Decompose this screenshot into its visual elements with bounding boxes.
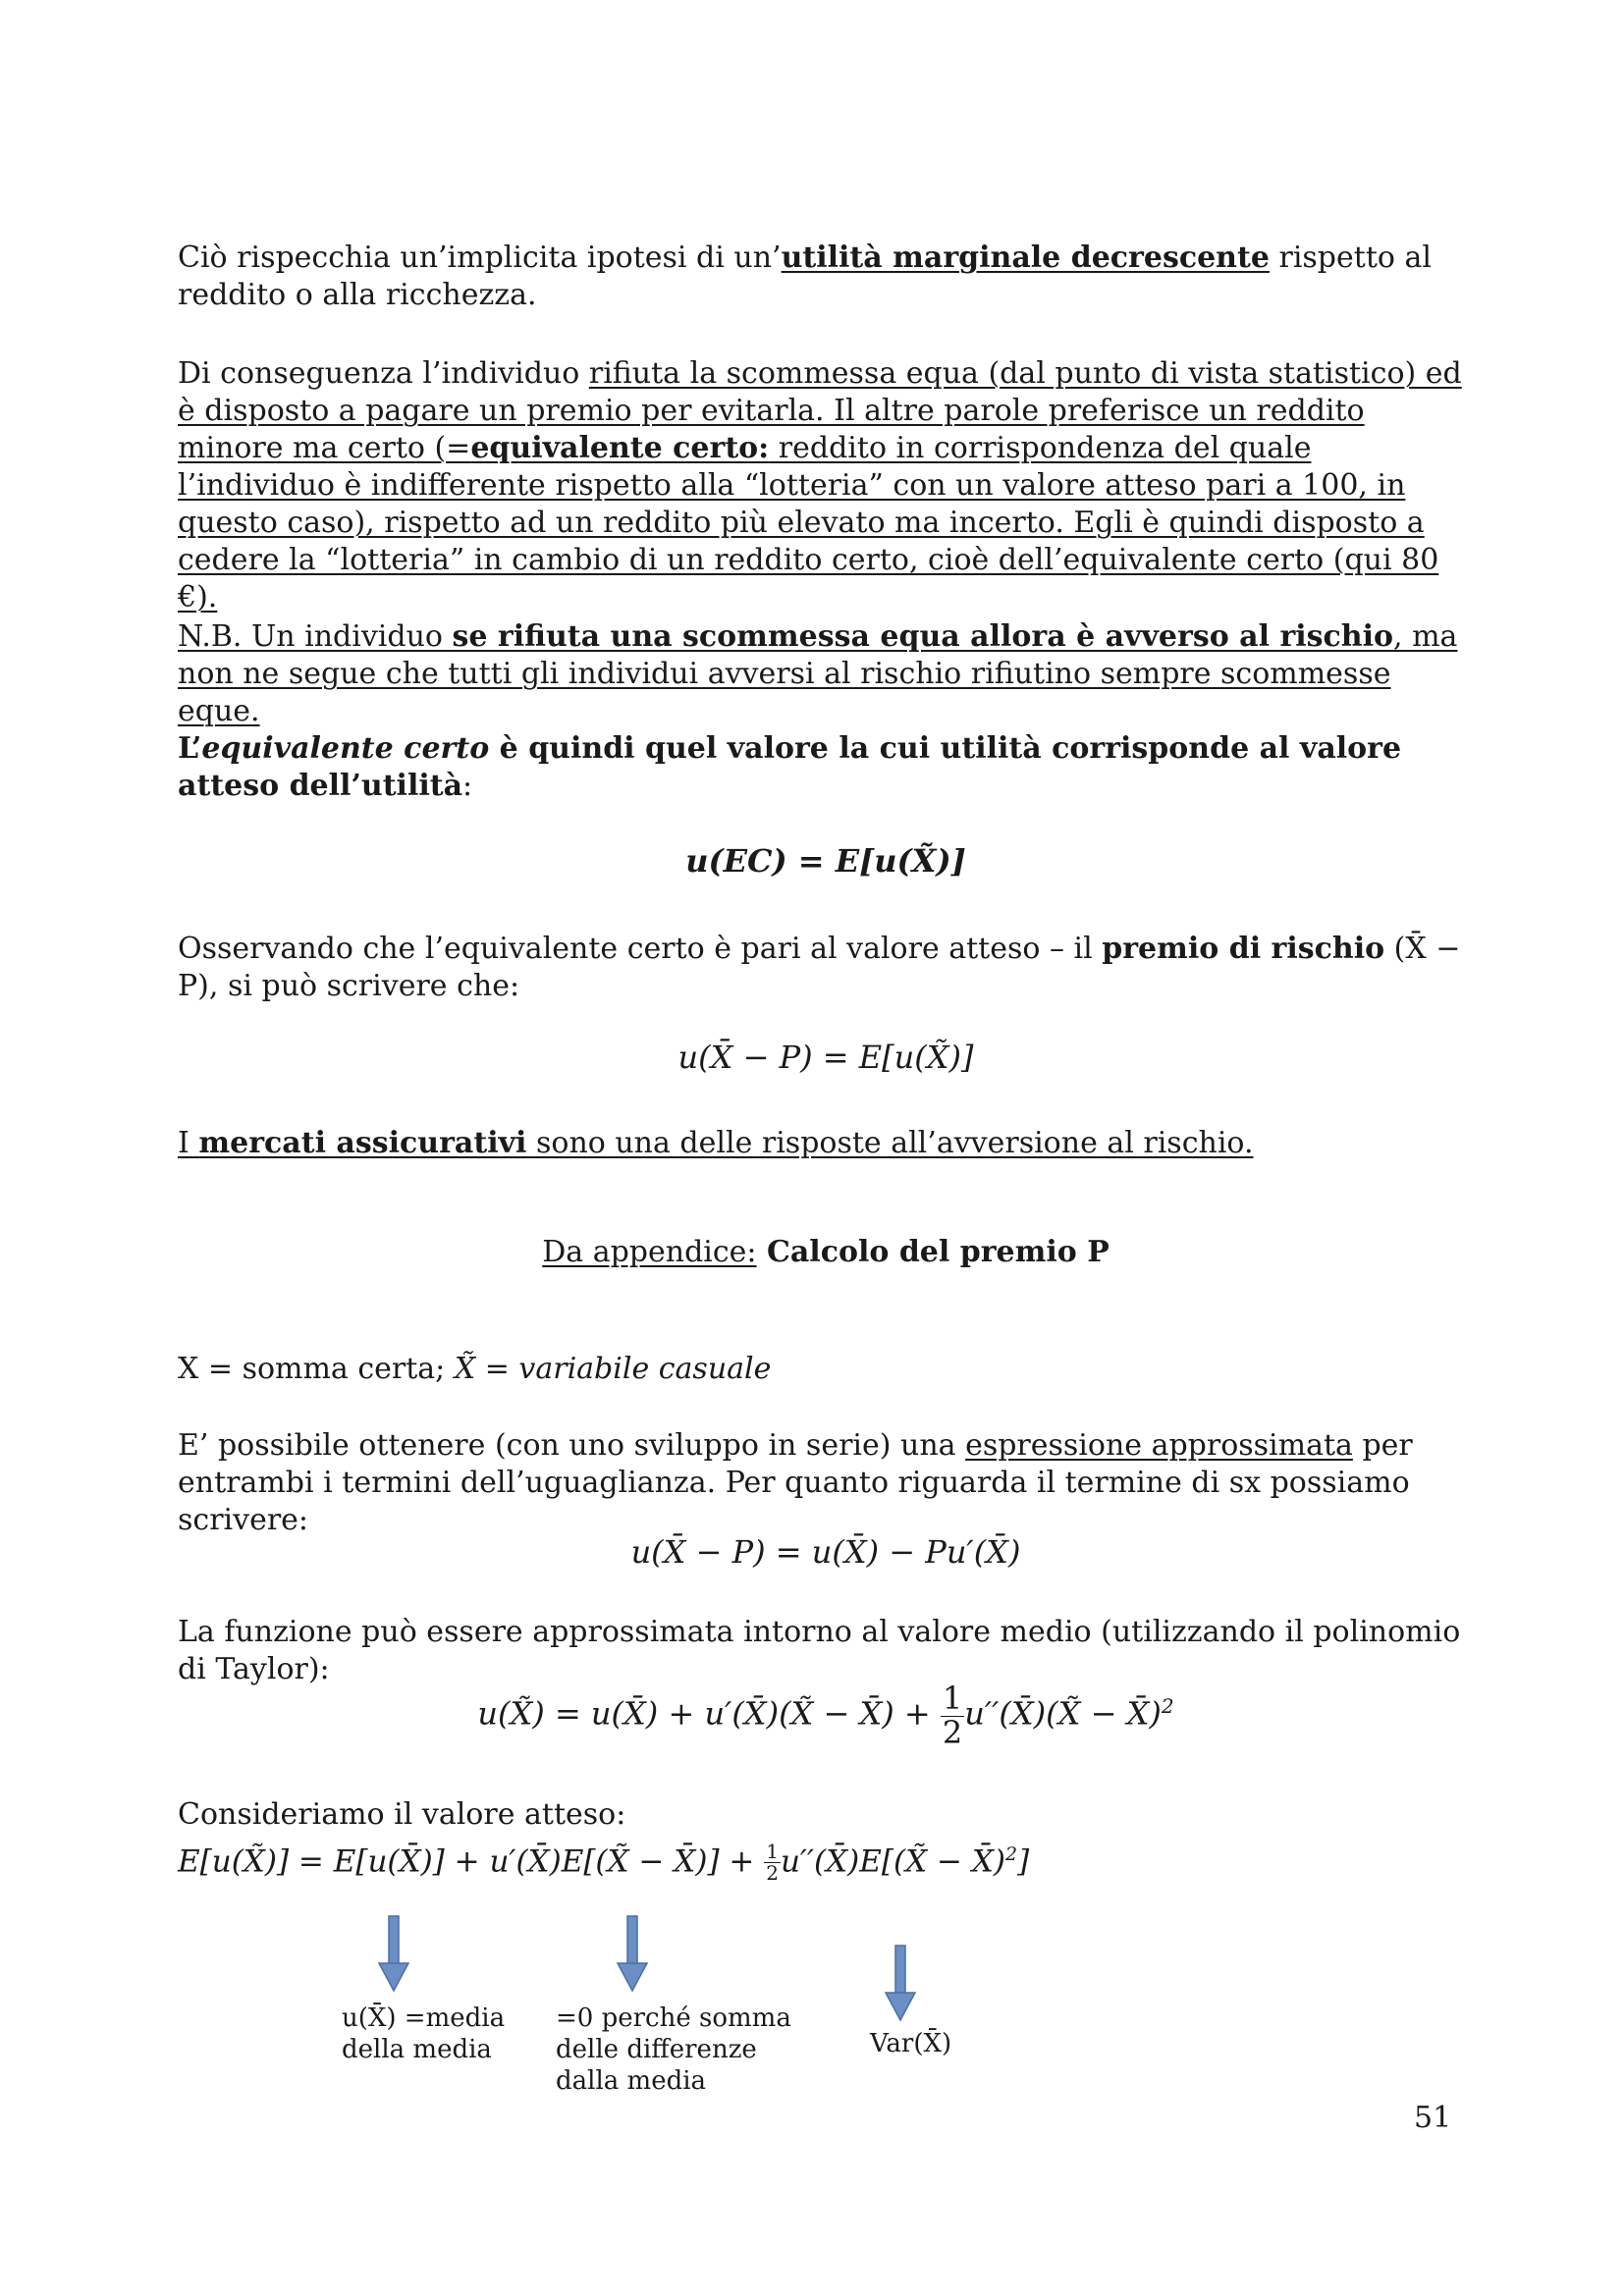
bold-term: mercati assicurativi	[198, 1126, 527, 1160]
text: per entrambi i termini dell’uguaglianza. Per quanto riguarda il termine di sx possiamo scrivere:	[178, 1428, 1413, 1537]
equation-premium: u(X̄ − P) = E[u(X̃)]	[677, 1039, 974, 1076]
fraction-numerator: 1	[766, 1840, 779, 1864]
equation-certainty-equivalent: u(EC) = E[u(X̃)]	[685, 842, 966, 880]
math-text: u′′(X̄)E[(X̃ − X̄)	[780, 1843, 1006, 1880]
math-text: E[u(X̃)] = E[u(X̄)] + u′(X̄)E[(X̃ − X̄)] +	[178, 1843, 765, 1880]
paragraph-risk-premium	[178, 931, 1474, 1005]
underlined-text: , ma non ne segue che tutti gli individui avversi al rischio rifiutino sempre scommesse eque.	[178, 619, 1458, 728]
text: E’ possibile ottenere (con uno sviluppo in serie) una	[178, 1428, 966, 1463]
paragraph-series-expansion	[178, 1427, 1474, 1539]
note-line: dalla media	[556, 2066, 707, 2096]
note-zero-sum	[556, 2002, 791, 2097]
note-line: Var(X̄)	[870, 2029, 952, 2058]
text: (X̄ − P), si può scrivere che:	[178, 932, 1461, 1003]
text: :	[462, 769, 473, 803]
note-variance	[870, 2028, 951, 2059]
exponent: 2	[1161, 1693, 1174, 1718]
equation-expected-utility	[178, 1836, 1474, 1884]
paragraph-insurance-markets	[178, 1125, 1474, 1162]
bold-italic-term: equivalente certo	[201, 731, 490, 766]
paragraph-certainty-equivalent	[178, 355, 1474, 616]
underlined-text: rifiuta la scommessa equa (dal punto di vista statistico) ed è disposto a pagare un premio per evitarla. Il altre parole preferisce un reddito minore ma certo (=	[178, 356, 1462, 465]
underlined-text: reddito in corrispondenza del quale l’individuo è indifferente rispetto alla “lotteria” con un valore atteso pari a 100, in questo caso), rispetto ad un reddito più elevato ma incerto. Egli è quindi disposto a cedere la “lotteria” in cambio di un reddito certo, cioè dell’equivalente certo (qui 80 €).	[178, 431, 1439, 614]
underlined-text: espressione approssimata	[965, 1428, 1353, 1463]
text: Consideriamo il valore atteso:	[178, 1797, 626, 1832]
bold-text: L’	[178, 731, 202, 766]
text: La funzione può essere approssimata intorno al valore medio (utilizzando il polinomio di Taylor):	[178, 1615, 1461, 1686]
paragraph-marginal-utility	[178, 240, 1474, 314]
math-text: X̃ = variabile casuale	[454, 1352, 772, 1386]
down-arrow-icon	[616, 1914, 649, 1995]
equation-taylor	[178, 1682, 1474, 1749]
note-line: della media	[342, 2035, 492, 2064]
bold-term: equivalente certo:	[470, 431, 770, 465]
page-number: 51	[1414, 2101, 1452, 2135]
text: X = somma certa;	[178, 1352, 455, 1386]
fraction-denominator: 2	[942, 1713, 963, 1751]
bold-text: Calcolo del premio P	[756, 1235, 1110, 1269]
note-line: u(X̄) =media	[342, 2003, 506, 2033]
paragraph-nb	[178, 618, 1474, 730]
fraction-numerator: 1	[942, 1680, 963, 1717]
note-line: delle differenze	[556, 2035, 757, 2064]
math-text: u(X̃) = u(X̄) + u′(X̄)(X̃ − X̄) +	[477, 1694, 941, 1733]
fraction	[764, 1842, 781, 1884]
section-heading	[178, 1235, 1474, 1269]
paragraph-expected-value	[178, 1796, 1474, 1834]
note-mean	[342, 2002, 505, 2065]
underlined-text: N.B. Un individuo	[178, 619, 453, 654]
math-text: ]	[1017, 1843, 1030, 1880]
fraction	[941, 1682, 964, 1749]
bold-term: utilità marginale decrescente	[781, 240, 1270, 275]
text: Di conseguenza l’individuo	[178, 356, 589, 391]
math-text: u′′(X̄)(X̃ − X̄)	[964, 1694, 1162, 1733]
bold-text: è quindi quel valore la cui utilità corrisponde al valore atteso dell’utilità	[178, 731, 1402, 803]
down-arrow-icon	[884, 1944, 917, 2024]
text: rispetto al reddito o alla ricchezza.	[178, 240, 1432, 312]
bold-term: se rifiuta una scommessa equa allora è avverso al rischio	[452, 619, 1394, 654]
bold-term: premio di rischio	[1102, 932, 1385, 966]
underlined-text: I	[178, 1126, 199, 1160]
text: Ciò rispecchia un’implicita ipotesi di un’	[178, 240, 782, 275]
paragraph-taylor	[178, 1614, 1474, 1688]
paragraph-variables	[178, 1351, 1474, 1388]
down-arrow-icon	[377, 1914, 410, 1995]
exponent: 2	[1005, 1843, 1018, 1865]
equation-left-approx: u(X̄ − P) = u(X̄) − Pu′(X̄)	[630, 1533, 1021, 1571]
text: Osservando che l’equivalente certo è pari al valore atteso – il	[178, 932, 1103, 966]
paragraph-definition	[178, 730, 1474, 805]
underlined-text: Da appendice:	[542, 1235, 757, 1269]
note-line: =0 perché somma	[556, 2003, 791, 2033]
underlined-text: sono una delle risposte all’avversione al rischio.	[526, 1126, 1254, 1160]
fraction-denominator: 2	[766, 1861, 779, 1886]
